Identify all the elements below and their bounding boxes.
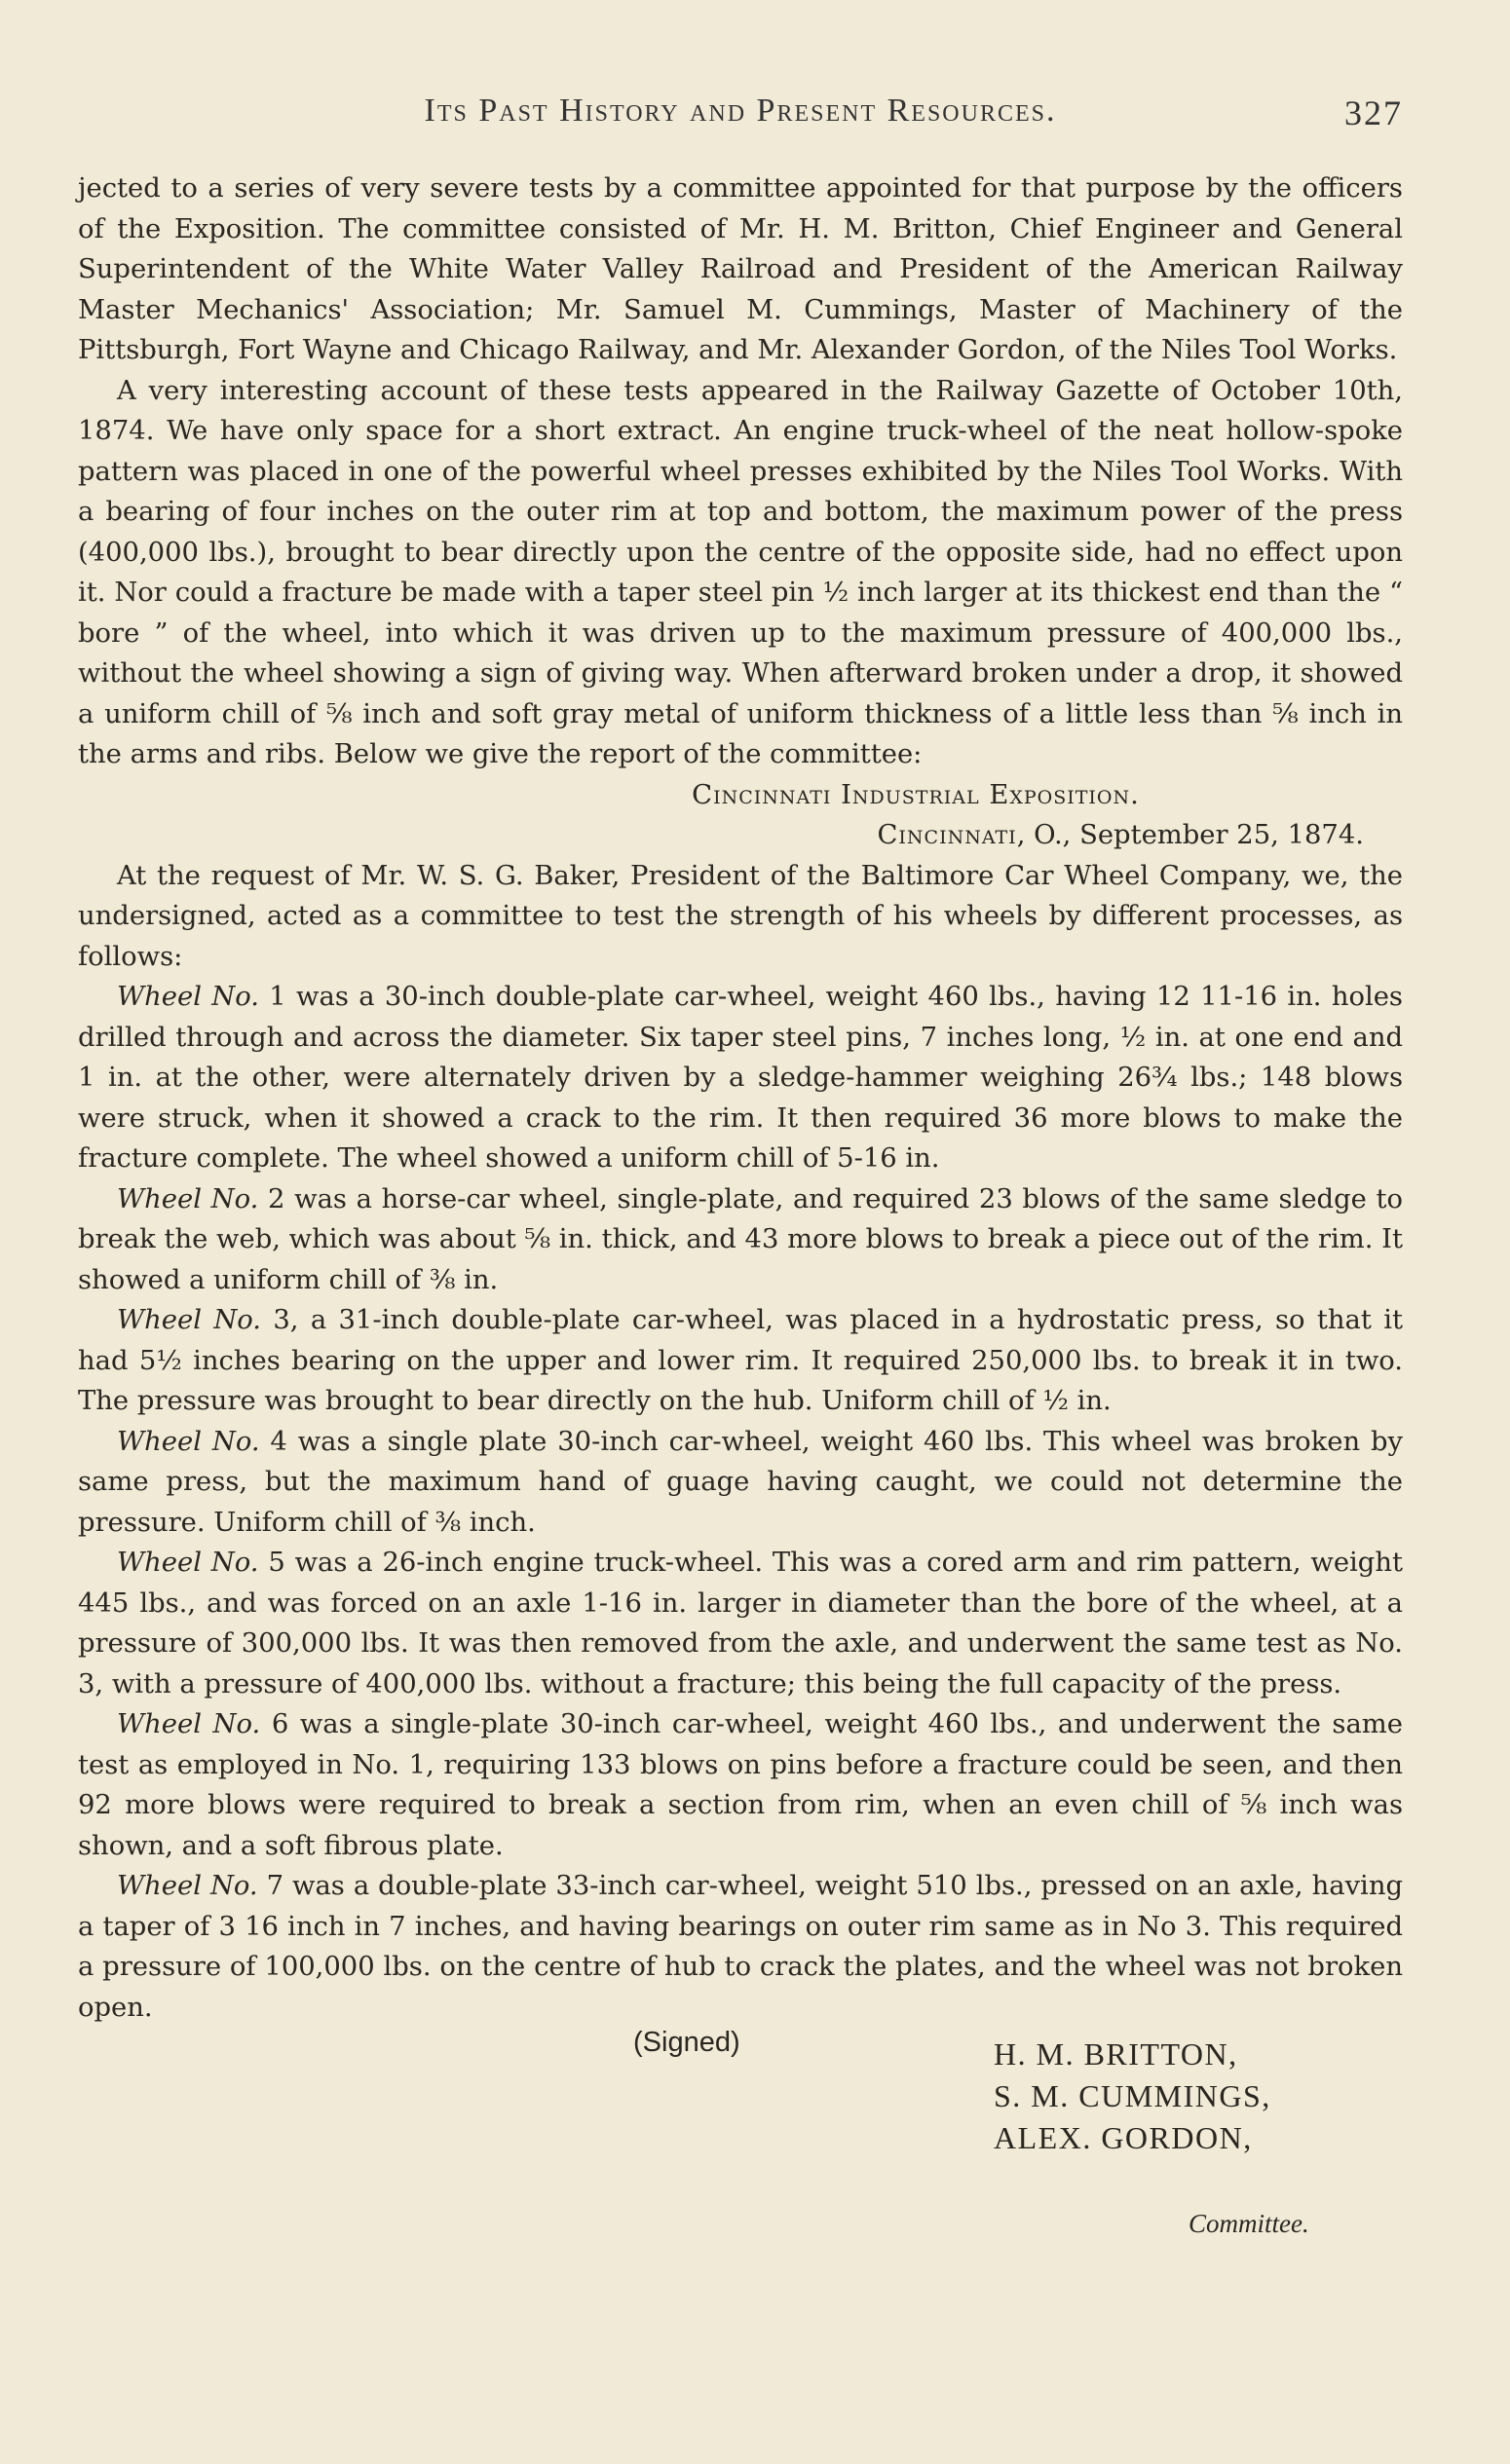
wheel-text: 3, a 31-inch double-plate car-wheel, was placed in a hydrostatic press, so that it had 5½ inches bearing on the upper and lower rim. It required 250,000 lbs. to break it in two. The pressure was brought to bear directly on the hub. Uniform chill of ½ in.	[78, 1305, 1403, 1416]
wheel-label: Wheel No.	[117, 1305, 261, 1335]
wheel-text: 5 was a 26-inch engine truck-wheel. This was a cored arm and rim pattern, weight 445 lbs., and was forced on an axle 1-16 in. larger in diameter than the bore of the wheel, at a pressure of 300,000 lbs. It was then removed from the axle, and underwent the same test as No. 3, with a pressure of 400,000 lbs. without a fracture; this being the full capacity of the press.	[78, 1548, 1403, 1699]
committee-label: Committee.	[1189, 2209, 1309, 2238]
book-page	[78, 93, 1403, 2410]
wheel-label: Wheel No.	[117, 1871, 258, 1901]
exposition-heading: Cincinnati Industrial Exposition.	[692, 779, 1140, 810]
wheel-text: 2 was a horse-car wheel, single-plate, and required 23 blows of the same sledge to break the web, which was about ⅝ in. thick, and 43 more blows to break a piece out of the rim. It showed a uniform chill of ⅜ in.	[78, 1183, 1403, 1295]
signatory-britton: H. M. BRITTON,	[994, 2036, 1238, 2072]
running-title: Its Past History and Present Resources.	[424, 93, 1057, 129]
page-number: 327	[1344, 93, 1403, 132]
wheel-text: 6 was a single-plate 30-inch car-wheel, weight 460 lbs., and underwent the same test as employed in No. 1, requiring 133 blows on pins before a fracture could be seen, and then 92 more blows were required to break a section from rim, when an even chill of ⅝ inch was shown, and a soft fibrous plate.	[78, 1709, 1403, 1861]
signed-label: (Signed)	[633, 2027, 740, 2058]
page-body	[78, 168, 1403, 2028]
paragraph-wheel-4	[78, 1422, 1403, 1544]
signature-block	[78, 2027, 1403, 2238]
dateline-date: , O., September 25, 1874.	[1016, 820, 1364, 850]
paragraph-wheel-1	[78, 977, 1403, 1179]
paragraph-request: At the request of Mr. W. S. G. Baker, President of the Baltimore Car Wheel Company, we, the undersigned, acted as a committee to test the strength of his wheels by different processes, as follows:	[78, 860, 1403, 972]
wheel-label: Wheel No.	[117, 1548, 259, 1578]
wheel-label: Wheel No.	[117, 1709, 261, 1739]
wheel-text: 7 was a double-plate 33-inch car-wheel, weight 510 lbs., pressed on an axle, having a taper of 3 16 inch in 7 inches, and having bearings on outer rim same as in No 3. This required a pressure of 100,000 lbs. on the centre of hub to crack the plates, and the wheel was not broken open.	[78, 1871, 1403, 2023]
paragraph-committee-intro: jected to a series of very severe tests by a committee appointed for that purpose by the officers of the Exposition. The committee consisted of Mr. H. M. Britton, Chief Engineer and General Superintendent of the White Water Valley Railroad and President of the American Railway Master Mechanics' Association; Mr. Samuel M. Cummings, Master of Machinery of the Pittsburgh, Fort Wayne and Chicago Railway, and Mr. Alexander Gordon, of the Niles Tool Works.	[78, 173, 1403, 365]
wheel-label: Wheel No.	[117, 1183, 259, 1214]
running-header	[78, 93, 1403, 151]
paragraph-wheel-7	[78, 1866, 1403, 2028]
signatory-cummings: S. M. CUMMINGS,	[994, 2078, 1271, 2113]
paragraph-gazette-account: A very interesting account of these tests appeared in the Railway Gazette of October 10th, 1874. We have only space for a short extract. An engine truck-wheel of the neat hollow-spoke pattern was placed in one of the powerful wheel presses exhibited by the Niles Tool Works. With a bearing of four inches on the outer rim at top and bottom, the maximum power of the press (400,000 lbs.), brought to bear directly upon the centre of the opposite side, had no effect upon it. Nor could a fracture be made with a taper steel pin ½ inch larger at its thickest end than the “ bore ” of the wheel, into which it was driven up to the maximum pressure of 400,000 lbs., without the wheel showing a sign of giving way. When afterward broken under a drop, it showed a uniform chill of ⅝ inch and soft gray metal of uniform thickness of a little less than ⅝ inch in the arms and ribs. Below we give the report of the committee:	[78, 375, 1403, 769]
paragraph-wheel-3	[78, 1300, 1403, 1422]
dateline	[78, 815, 1403, 856]
paragraph-wheel-5	[78, 1543, 1403, 1704]
paragraph-wheel-6	[78, 1704, 1403, 1866]
dateline-place: Cincinnati	[877, 820, 1017, 850]
committee-names	[994, 2034, 1271, 2159]
wheel-label: Wheel No.	[117, 982, 259, 1012]
signatory-gordon: ALEX. GORDON,	[994, 2120, 1253, 2155]
wheel-label: Wheel No.	[117, 1426, 260, 1457]
paragraph-wheel-2	[78, 1179, 1403, 1301]
wheel-text: 4 was a single plate 30-inch car-wheel, weight 460 lbs. This wheel was broken by same press, but the maximum hand of guage having caught, we could not determine the pressure. Uniform chill of ⅜ inch.	[78, 1426, 1403, 1538]
wheel-text: 1 was a 30-inch double-plate car-wheel, weight 460 lbs., having 12 11-16 in. holes drilled through and across the diameter. Six taper steel pins, 7 inches long, ½ in. at one end and 1 in. at the other, were alternately driven by a sledge-hammer weighing 26¾ lbs.; 148 blows were struck, when it showed a crack to the rim. It then required 36 more blows to make the fracture complete. The wheel showed a uniform chill of 5-16 in.	[78, 982, 1403, 1174]
